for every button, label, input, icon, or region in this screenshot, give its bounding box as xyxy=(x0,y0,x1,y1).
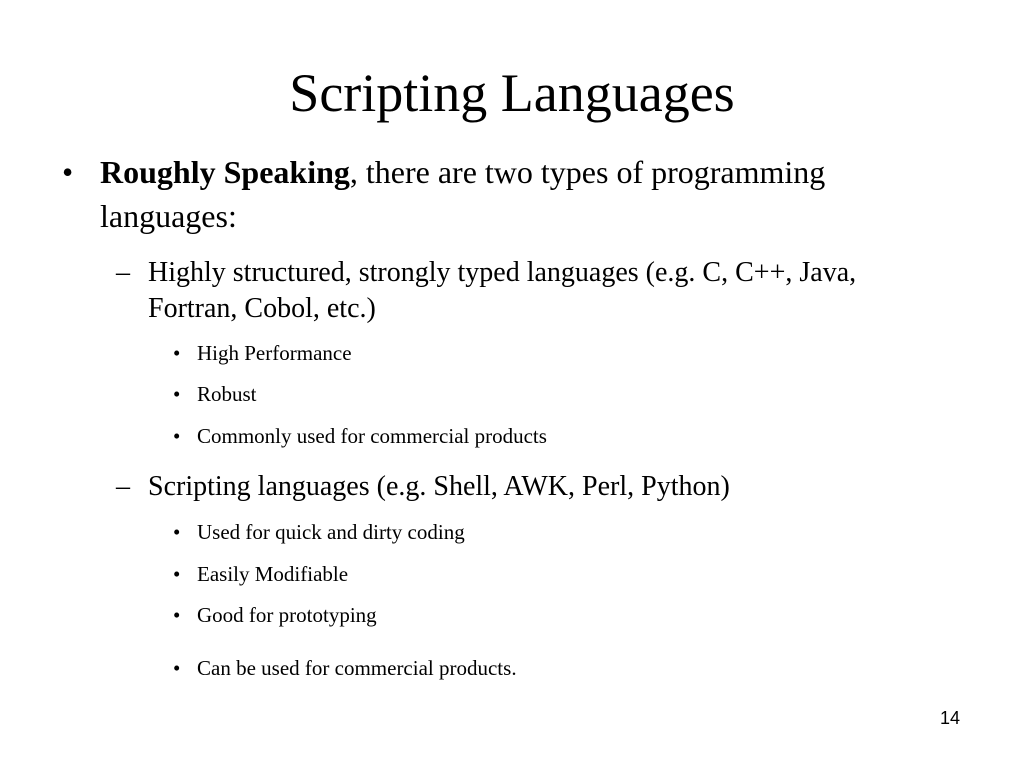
bullet-icon: • xyxy=(173,562,181,586)
list-item xyxy=(173,339,897,367)
slide-title: Scripting Languages xyxy=(289,63,735,123)
list-item xyxy=(173,601,897,629)
main-bullet-text: , there are two types of programming languages: xyxy=(100,154,826,234)
sub-point-scripting-languages xyxy=(116,469,928,505)
bullet-icon: • xyxy=(173,656,181,680)
main-bullet-point xyxy=(62,150,920,238)
sub-point-structured-languages xyxy=(116,255,928,327)
dash-icon: – xyxy=(116,471,130,502)
list-item xyxy=(173,518,897,546)
bullet-icon: • xyxy=(173,520,181,544)
sub-point-text: Scripting languages (e.g. Shell, AWK, Perl, Python) xyxy=(148,471,730,502)
list-item xyxy=(173,654,897,682)
list-item-text: Used for quick and dirty coding xyxy=(197,520,465,544)
list-item-text: Commonly used for commercial products xyxy=(197,424,547,448)
emphasis-text: Roughly Speaking xyxy=(100,154,350,190)
list-item xyxy=(173,422,897,450)
bullet-icon: • xyxy=(173,382,181,406)
list-item xyxy=(173,560,897,588)
bullet-icon: • xyxy=(62,154,74,190)
bullet-icon: • xyxy=(173,424,181,448)
list-item-text: Easily Modifiable xyxy=(197,562,349,586)
list-item-text: Can be used for commercial products. xyxy=(197,656,517,680)
bullet-icon: • xyxy=(173,341,181,365)
bullet-icon: • xyxy=(173,603,181,627)
list-item-text: Good for prototyping xyxy=(197,603,377,627)
page-number: 14 xyxy=(939,708,960,728)
sub-point-text: Highly structured, strongly typed languages (e.g. C, C++, Java, Fortran, Cobol, etc.) xyxy=(148,257,857,324)
list-item-text: High Performance xyxy=(197,341,352,365)
list-item xyxy=(173,380,897,408)
dash-icon: – xyxy=(116,257,130,288)
list-item-text: Robust xyxy=(197,382,257,406)
